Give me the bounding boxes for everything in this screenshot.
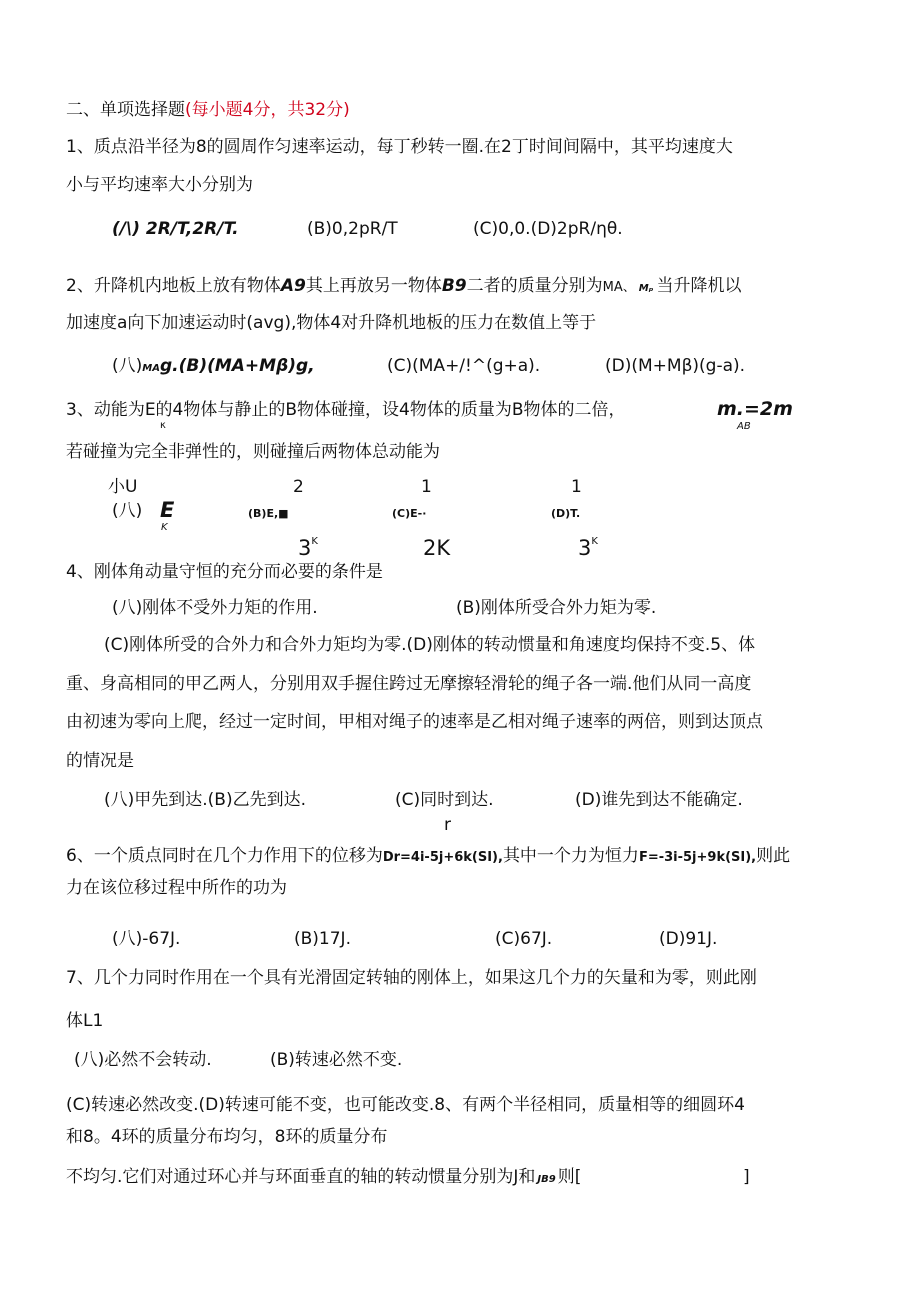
q3-option-c: (C)E-· [392, 507, 427, 520]
q5-option-ab: (八)甲先到达.(B)乙先到达. [104, 790, 306, 810]
q1-option-cd: (C)0,0.(D)2pR/ηθ. [473, 219, 623, 239]
q8-answer-bracket-close: ] [743, 1167, 750, 1187]
q7-option-a: (八)必然不会转动. [74, 1050, 212, 1070]
q7-option-b: (B)转速必然不变. [270, 1050, 403, 1070]
q2-option-a-mass: MA [142, 363, 160, 374]
q5-option-c: (C)同时到达. [395, 790, 494, 810]
q8-line2 [66, 1166, 581, 1191]
q3-line2: 若碰撞为完全非弹性的，则碰撞后两物体总动能为 [66, 442, 440, 462]
q3-option-b: (B)E,■ [248, 507, 289, 520]
q2-text-c: 二者的质量分别为 [466, 276, 603, 296]
q8-text-a: 不均匀.它们对通过环心并与环面垂直的轴的转动惯量分别为J和 [66, 1167, 536, 1187]
q2-text-b: 其上再放另一物体 [305, 276, 442, 296]
q4-line1: 4、刚体角动量守恒的充分而必要的条件是 [66, 562, 383, 582]
q5-line2: 由初速为零向上爬，经过一定时间，甲相对绳子的速率是乙相对绳子速率的两倍，则到达顶点 [66, 712, 763, 732]
q3-line1: 3、动能为E的4物体与静止的B物体碰撞，设4物体的质量为B物体的二倍， [66, 400, 626, 420]
q3-numerator-1a: 1 [421, 477, 432, 497]
q3-den-d-k: K [591, 536, 598, 547]
q6-text-a: 6、一个质点同时在几个力作用下的位移为 [66, 846, 383, 866]
q2-option-a-b: g.(B)(MA+Mβ)g, [159, 356, 315, 376]
q2-option-d: (D)(M+Mβ)(g-a). [605, 356, 746, 376]
q3-den-b-num: 3 [298, 536, 312, 560]
heading-score-note: (每小题4分，共32分) [185, 100, 350, 120]
q6-line1 [66, 845, 790, 869]
q3-denominator-d [578, 536, 598, 561]
q2-option-a-label: (八) [112, 356, 143, 376]
q1-line2: 小与平均速率大小分别为 [66, 175, 253, 195]
q2-mass-b: Mₚ [638, 283, 654, 294]
q3-den-d-num: 3 [578, 536, 592, 560]
q1-option-b: (B)0,2pR/T [307, 219, 398, 239]
q3-small-u: 小U [108, 477, 138, 497]
q3-option-d: (D)T. [551, 507, 581, 520]
q7-line4: (C)转速必然改变.(D)转速可能不变，也可能改变.8、有两个半径相同，质量相等的细圆环4 [66, 1095, 745, 1115]
q3-option-a-e: E [160, 498, 175, 522]
q7-line1: 7、几个力同时作用在一个具有光滑固定转轴的刚体上，如果这几个力的矢量和为零，则此刚 [66, 968, 757, 988]
q2-option-ab [112, 355, 315, 380]
q5-option-d: (D)谁先到达不能确定. [575, 790, 743, 810]
q4-line3: (C)刚体所受的合外力和合外力矩均为零.(D)刚体的转动惯量和角速度均保持不变.5、体 [104, 635, 756, 655]
q3-subscript-k: κ [160, 420, 166, 431]
section-heading [66, 99, 350, 121]
q3-subscript-ab: AB [737, 421, 751, 432]
q2-text-d: 当升降机以 [656, 276, 742, 296]
q2-line2: 加速度a向下加速运动时(avg),物体4对升降机地板的压力在数值上等于 [66, 313, 597, 333]
q2-body-a: A9 [280, 276, 306, 296]
q5-line1: 重、身高相同的甲乙两人，分别用双手握住跨过无摩擦轻滑轮的绳子各一端.他们从同一高度 [66, 674, 752, 694]
q4-option-b: (B)刚体所受合外力矩为零. [456, 598, 657, 618]
q3-denominator-c: 2K [423, 536, 451, 560]
heading-prefix: 二、单项选择题 [66, 100, 185, 120]
q8-text-b: 则[ [557, 1167, 582, 1187]
q3-den-b-k: K [311, 536, 318, 547]
q6-option-a: (八)-67J. [112, 929, 181, 949]
q4-option-a: (八)刚体不受外力矩的作用. [112, 598, 318, 618]
q2-text-a: 2、升降机内地板上放有物体 [66, 276, 281, 296]
q3-option-a-k: K [161, 522, 168, 533]
q3-numerator-1b: 1 [571, 477, 582, 497]
q2-body-b: B9 [441, 276, 467, 296]
q5-line3: 的情况是 [66, 751, 134, 771]
q2-line1 [66, 275, 742, 300]
q6-line2: 力在该位移过程中所作的功为 [66, 878, 287, 898]
q7-line2: 体L1 [66, 1011, 104, 1031]
q5-stray-r: r [444, 815, 451, 835]
q6-text-c: 则此 [756, 846, 791, 866]
q6-text-b: 其中一个力为恒力 [502, 846, 639, 866]
q8-jb: JB9 [537, 1174, 556, 1185]
q3-denominator-b [298, 536, 318, 561]
q1-line1: 1、质点沿半径为8的圆周作匀速率运动，每丁秒转一圈.在2丁时间间隔中，其平均速度大 [66, 137, 733, 157]
q6-displacement: Dr=4i-5j+6k(SI), [382, 850, 503, 865]
q1-option-a: (/\) 2R/T,2R/T. [112, 219, 239, 239]
q2-option-c: (C)(MA+/!^(g+a). [387, 356, 541, 376]
q3-numerator-2: 2 [293, 477, 304, 497]
q6-option-d: (D)91J. [659, 929, 718, 949]
q6-option-b: (B)17J. [294, 929, 351, 949]
q6-option-c: (C)67J. [495, 929, 553, 949]
q2-mass-a: MA、 [602, 280, 636, 295]
q3-option-a-label: (八) [112, 501, 143, 521]
q6-force: F=-3i-5j+9k(SI), [638, 850, 757, 865]
q8-line1: 和8。4环的质量分布均匀，8环的质量分布 [66, 1127, 388, 1147]
q3-mass-relation: m.=2m [717, 398, 793, 420]
